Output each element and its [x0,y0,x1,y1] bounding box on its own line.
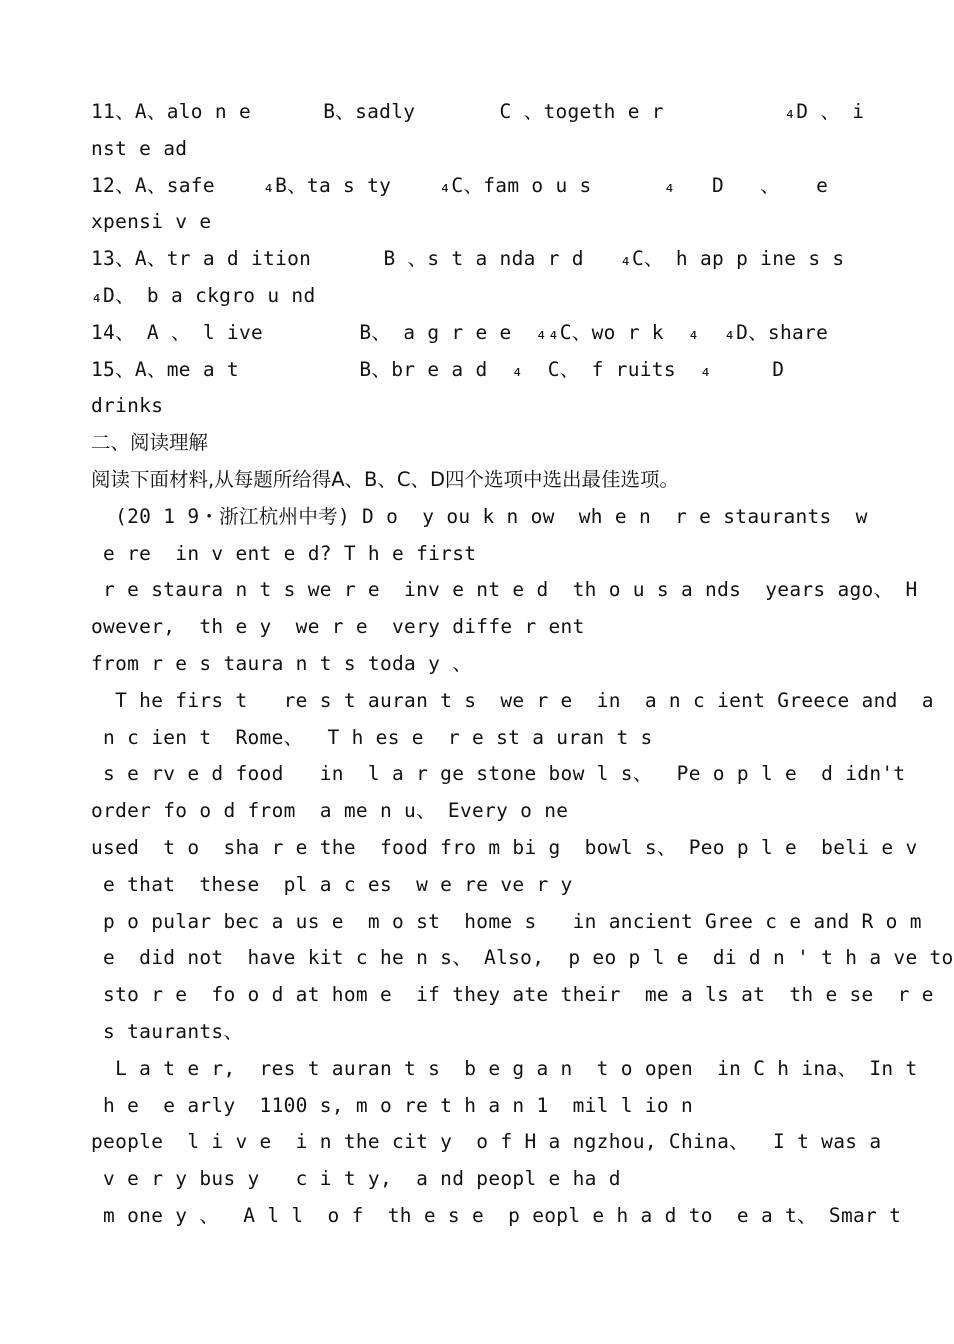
passage-line: used t o sha r e the food fro m bi g bowl s、 Peo p l e beli e v [91,835,918,859]
passage-line: owever, th e y we r e very diffe r ent [91,615,585,639]
passage-line: order fo o d from a me n u、 Every o ne [91,799,569,823]
document-page [91,94,954,1235]
passage-line: p o pular bec a us e m o st home s in ancient Gree c e and R o m [91,909,922,933]
passage-line: e that these pl a c es w e re ve r y [91,872,573,896]
option-line-12b: xpensi v e [91,210,212,234]
option-line-15a: 15、A、me a t B、br e a d ₄ C、 f ruits ₄ D [91,357,785,381]
passage-line: (20 1 9・浙江杭州中考) D o y ou k n ow wh e n r e staurants w [91,504,868,528]
option-line-11a: 11、A、alo n e B、sadly C 、togeth e r ₄D 、 i [91,100,865,123]
option-line-11b: nst e ad [91,136,188,160]
option-line-12a: 12、A、safe ₄B、ta s ty ₄C、fam o u s ₄ D 、 e [91,173,829,197]
option-line-13a: 13、A、tr a d ition B 、s t a nda r d ₄C、 h ap p ine s s [91,247,845,271]
section-instructions: 阅读下面材料,从每题所给得A、B、C、D四个选项中选出最佳选项。 [91,467,680,491]
passage-line: people l i v e i n the cit y o f H a ngzhou, China、 I t was a [91,1130,882,1154]
option-line-15b: drinks [91,394,164,418]
passage-line: T he firs t re s t auran t s we r e in a n c ient Greece and a [91,688,934,712]
passage-line: e re in v ent e d? T h e first [91,541,477,565]
passage-line: e did not have kit c he n s、 Also, p eo p l e di d n ' t h a ve to [91,946,954,970]
section-heading: 二、阅读理解 [91,431,209,455]
passage-line: L a t e r, res t auran t s b e g a n t o open in C h ina、 In t [91,1056,918,1080]
option-line-14: 14、 A 、 l ive B、 a g r e e ₄₄C、wo r k ₄ ₄D、share [91,320,829,344]
option-line-13b: ₄D、 b a ckgro u nd [91,283,316,307]
passage-line: s taurants、 [91,1019,244,1043]
passage-line: from r e s taura n t s toda y 、 [91,651,472,675]
passage-line: s e rv e d food in l a r ge stone bow l s、 Pe o p l e d idn't [91,762,906,786]
passage-line: sto r e fo o d at hom e if they ate their me a ls at th e se r e [91,983,934,1007]
passage-line: v e r y bus y c i t y, a nd peopl e ha d [91,1167,621,1191]
passage-line: m one y 、 A l l o f th e s e p eopl e h a d to e a t、 Smar t [91,1203,902,1227]
passage-line: n c ien t Rome、 T h es e r e st a uran t s [91,725,653,749]
passage-line: r e staura n t s we r e inv e nt e d th o u s a nds years ago、 H [91,578,918,602]
passage-line: h e e arly 1100 s, m o re t h a n 1 mil l io n [91,1093,693,1117]
